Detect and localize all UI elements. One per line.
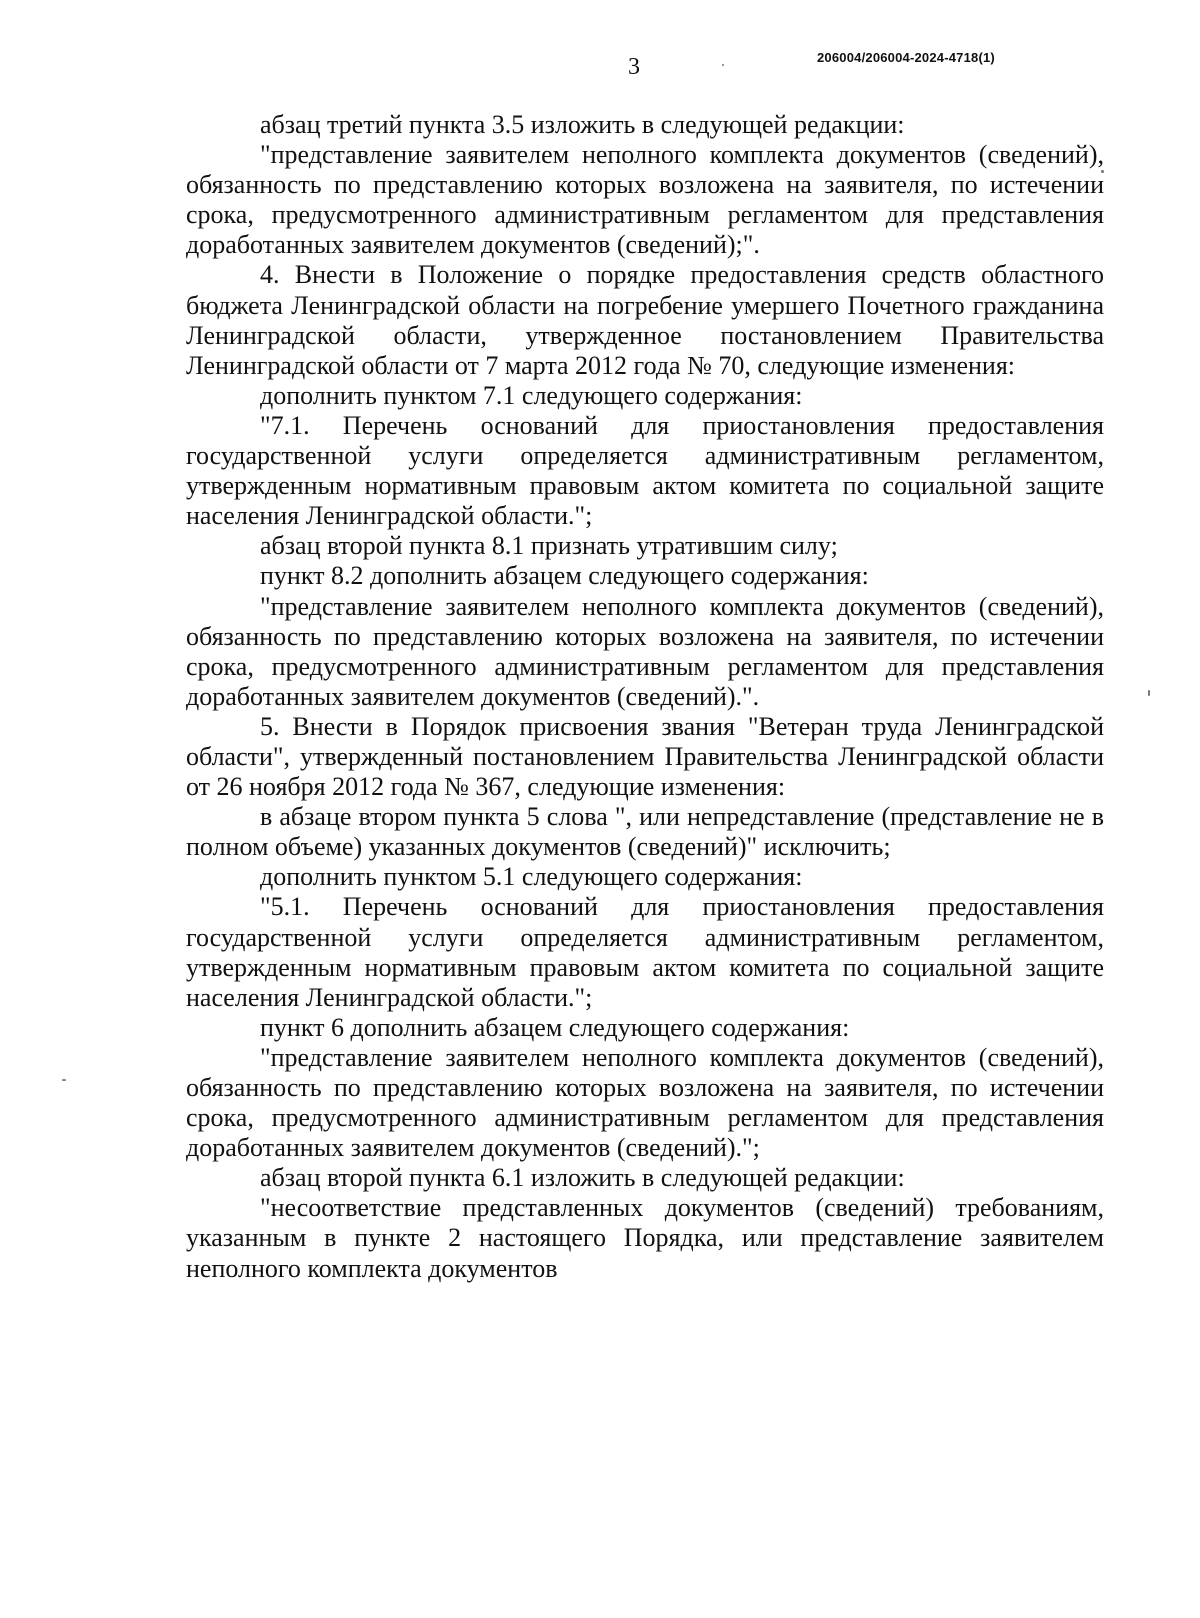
paragraph: 5. Внести в Порядок присвоения звания "Ветеран труда Ленинградской области", утвержденный постановлением Правительства Ленинградской области от 26 ноября 2012 года № 367, следующие изменения: <box>186 711 1104 802</box>
scan-speck <box>722 64 724 66</box>
page-number: 3 <box>628 54 640 80</box>
paragraph: "7.1. Перечень оснований для приостановления предоставления государственной услуги определяется административным регламентом, утвержденным нормативным правовым актом комитета по социальной защите населения Ленинградской области."; <box>186 410 1104 531</box>
paragraph: "представление заявителем неполного комплекта документов (сведений), обязанность по представлению которых возложена на заявителя, по истечении срока, предусмотренного административным регламентом для представления доработанных заявителем документов (сведений)."; <box>186 1042 1104 1163</box>
paragraph: 4. Внести в Положение о порядке предоставления средств областного бюджета Ленинградской области на погребение умершего Почетного гражданина Ленинградской области, утвержденное постановлением Правительства Ленинградской области от 7 марта 2012 года № 70, следующие изменения: <box>186 260 1104 380</box>
paragraph: "представление заявителем неполного комплекта документов (сведений), обязанность по представлению которых возложена на заявителя, по истечении срока, предусмотренного административным регламентом для представления доработанных заявителем документов (сведений);". <box>186 140 1104 260</box>
paragraph: пункт 6 дополнить абзацем следующего содержания: <box>260 1012 850 1042</box>
paragraph: "5.1. Перечень оснований для приостановления предоставления государственной услуги определяется административным регламентом, утвержденным нормативным правовым актом комитета по социальной защите населения Ленинградской области."; <box>186 892 1104 1012</box>
paragraph: "несоответствие представленных документов (сведений) требованиям, указанным в пункте 2 настоящего Порядка, или представление заявителем неполного комплекта документов <box>186 1193 1104 1283</box>
document-body <box>186 110 1104 1284</box>
paragraph: абзац третий пункта 3.5 изложить в следующей редакции: <box>260 110 905 139</box>
document-id: 206004/206004-2024-4718(1) <box>817 50 995 65</box>
paragraph: дополнить пунктом 7.1 следующего содержания: <box>260 380 803 410</box>
paragraph: пункт 8.2 дополнить абзацем следующего содержания: <box>260 561 869 591</box>
paragraph: абзац второй пункта 8.1 признать утратившим силу; <box>260 531 838 561</box>
paragraph: дополнить пунктом 5.1 следующего содержания: <box>260 862 803 892</box>
scan-speck <box>1148 690 1150 696</box>
paragraph: в абзаце втором пункта 5 слова ", или непредставление (представление не в полном объеме) указанных документов (сведений)" исключить; <box>186 802 1104 862</box>
paragraph: "представление заявителем неполного комплекта документов (сведений), обязанность по представлению которых возложена на заявителя, по истечении срока, предусмотренного административным регламентом для представления доработанных заявителем документов (сведений).". <box>186 591 1104 711</box>
scan-speck <box>62 1079 66 1081</box>
paragraph: абзац второй пункта 6.1 изложить в следующей редакции: <box>260 1163 905 1193</box>
